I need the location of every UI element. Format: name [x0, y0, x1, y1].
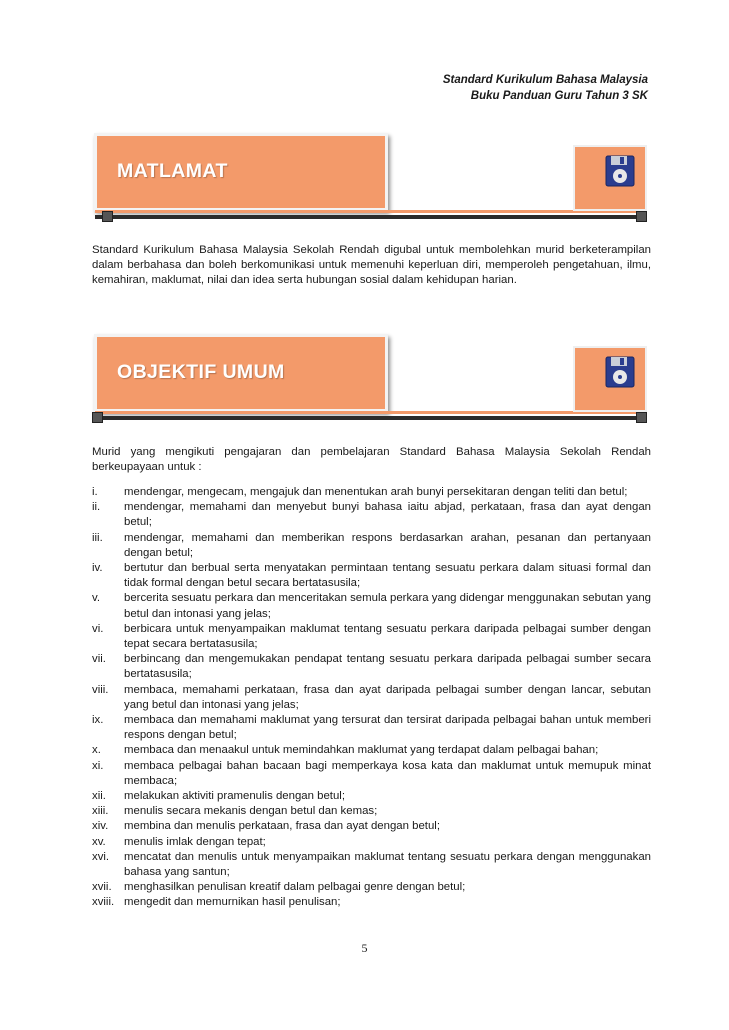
list-item-number: xvii. — [92, 881, 112, 894]
list-item-text: menghasilkan penulisan kreatif dalam pelbagai genre dengan betul; — [124, 881, 466, 894]
list-item — [92, 759, 651, 789]
list-item-text: berbicara untuk menyampaikan maklumat tentang sesuatu perkara daripada pelbagai sumber dengan tepat secara bertatasusila; — [124, 622, 651, 651]
list-item-number: ii. — [92, 501, 101, 514]
objektif-intro: Murid yang mengikuti pengajaran dan pembelajaran Standard Bahasa Malaysia Sekolah Rendah berkeupayaan untuk : — [92, 446, 651, 474]
page-number: 5 — [361, 941, 368, 955]
list-item-number: ix. — [92, 714, 104, 727]
list-item-number: xi. — [92, 759, 104, 772]
list-item-number: iv. — [92, 562, 103, 575]
list-item-text: mengedit dan memurnikan hasil penulisan; — [124, 896, 341, 909]
header-line-2: Buku Panduan Guru Tahun 3 SK — [470, 90, 648, 102]
list-item-number: vii. — [92, 653, 106, 666]
list-item — [92, 804, 651, 819]
banner-dark-rule — [95, 416, 647, 420]
list-item-text: membaca pelbagai bahan bacaan bagi memperkaya kosa kata dan maklumat untuk memupuk minat membaca; — [124, 759, 651, 787]
list-item — [92, 561, 651, 591]
matlamat-banner — [92, 133, 647, 228]
list-item-text: membaca dan menaakul untuk memindahkan maklumat yang terdapat dalam pelbagai bahan; — [124, 744, 599, 757]
list-item-number: xv. — [92, 835, 106, 848]
list-item — [92, 652, 651, 682]
header-line-1: Standard Kurikulum Bahasa Malaysia — [442, 74, 648, 86]
section-title-matlamat: MATLAMAT — [117, 160, 228, 182]
list-item-text: berbincang dan mengemukakan pendapat tentang sesuatu perkara daripada pelbagai sumber secara bertatasusila; — [124, 653, 651, 681]
banner-dark-rule — [95, 215, 647, 219]
list-item-number: xiv. — [92, 820, 109, 833]
list-item — [92, 531, 651, 561]
list-item-number: xvi. — [92, 850, 110, 863]
running-header — [443, 72, 648, 104]
banner-title-box — [94, 334, 388, 412]
list-item-number: xii. — [92, 790, 106, 803]
list-item-number: vi. — [92, 622, 104, 635]
rule-end-square — [92, 412, 103, 423]
rule-end-square — [102, 211, 113, 222]
list-item-text: membaca dan memahami maklumat yang tersurat dan tersirat daripada pelbagai bahan untuk memberi respons dengan betul; — [124, 714, 651, 742]
section-title-objektif: OBJEKTIF UMUM — [117, 361, 285, 383]
list-item-text: menulis imlak dengan tepat; — [124, 835, 266, 848]
list-item — [92, 895, 651, 910]
list-item-text: mendengar, mengecam, mengajuk dan menentukan arah bunyi persekitaran dengan teliti dan betul; — [124, 486, 628, 498]
list-item-number: viii. — [92, 683, 109, 696]
list-item — [92, 591, 651, 621]
floppy-disk-icon — [605, 155, 635, 187]
list-item — [92, 743, 651, 758]
list-item-text: melakukan aktiviti pramenulis dengan betul; — [124, 790, 345, 803]
list-item-number: x. — [92, 744, 101, 757]
list-item-text: menulis secara mekanis dengan betul dan kemas; — [124, 805, 378, 818]
list-item-number: i. — [92, 486, 98, 498]
objectives-list — [92, 485, 651, 911]
objektif-banner — [92, 334, 647, 429]
list-item — [92, 789, 651, 804]
list-item-text: mendengar, memahami dan menyebut bunyi bahasa iaitu abjad, perkataan, frasa dan ayat dengan betul; — [124, 501, 651, 529]
list-item-text: bertutur dan berbual serta menyatakan permintaan tentang sesuatu perkara dalam situasi formal dan tidak formal dengan betul secara bertatasusila; — [124, 562, 651, 590]
list-item-number: xviii. — [92, 896, 115, 909]
list-item-number: iii. — [92, 531, 103, 544]
floppy-disk-icon — [605, 356, 635, 388]
banner-title-box — [94, 133, 388, 211]
list-item — [92, 622, 651, 652]
rule-end-square — [636, 412, 647, 423]
list-item — [92, 683, 651, 713]
matlamat-paragraph: Standard Kurikulum Bahasa Malaysia Sekolah Rendah digubal untuk membolehkan murid berketerampilan dalam berbahasa dan boleh berkomunikasi untuk memenuhi keperluan diri, memperoleh pengetahuan, ilmu, kemahiran, maklumat, nilai dan idea serta hubungan sosial dalam kehidupan harian. — [92, 244, 651, 287]
list-item — [92, 500, 651, 530]
list-item-text: membaca, memahami perkataan, frasa dan ayat daripada pelbagai sumber dengan lancar, sebutan yang betul dan intonasi yang jelas; — [124, 683, 651, 711]
list-item-text: mencatat dan menulis untuk menyampaikan maklumat tentang sesuatu perkara dengan menggunakan bahasa yang santun; — [124, 850, 651, 879]
banner-orange-rule — [95, 210, 647, 213]
list-item — [92, 880, 651, 895]
list-item — [92, 819, 651, 834]
list-item — [92, 485, 651, 500]
banner-orange-rule — [95, 411, 647, 414]
list-item-text: membina dan menulis perkataan, frasa dan ayat dengan betul; — [124, 820, 440, 833]
list-item-text: mendengar, memahami dan memberikan respons berdasarkan arahan, pesanan dan pertanyaan dengan betul; — [124, 531, 651, 559]
list-item-number: v. — [92, 592, 101, 605]
list-item — [92, 835, 651, 850]
rule-end-square — [636, 211, 647, 222]
list-item — [92, 713, 651, 743]
list-item-number: xiii. — [92, 805, 109, 818]
list-item-text: bercerita sesuatu perkara dan menceritakan semula perkara yang didengar menggunakan sebutan yang betul dan intonasi yang jelas; — [124, 592, 651, 620]
list-item — [92, 850, 651, 880]
